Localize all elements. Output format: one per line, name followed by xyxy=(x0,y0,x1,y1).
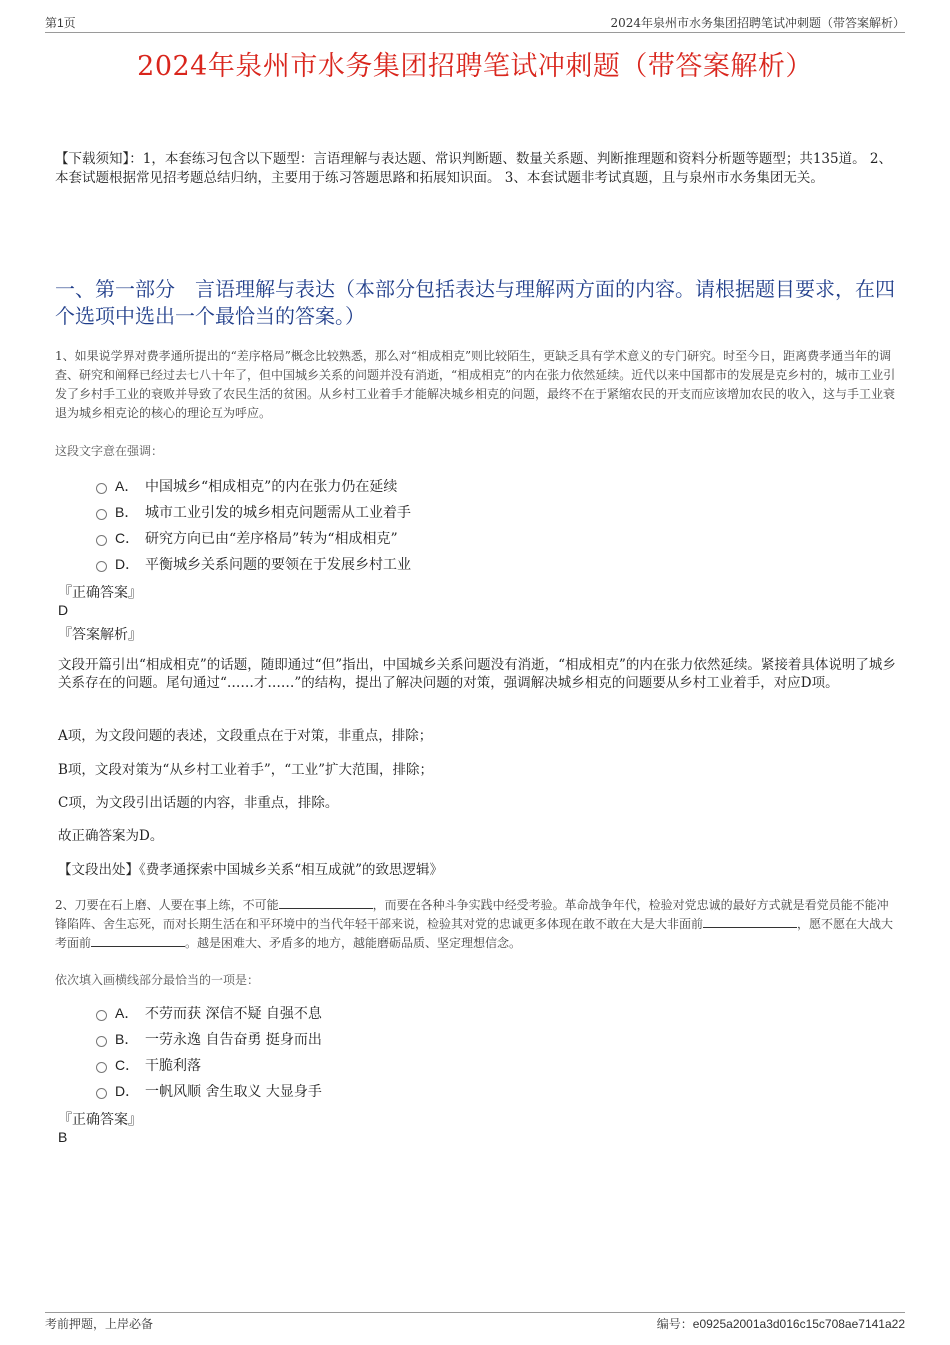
blank-1 xyxy=(279,896,373,909)
page-number: 第1页 xyxy=(45,16,76,30)
question-1-answer-label: 『正确答案』 xyxy=(58,585,142,601)
document-title: 2024年泉州市水务集团招聘笔试冲刺题（带答案解析） xyxy=(137,51,813,82)
radio-icon[interactable] xyxy=(96,509,107,520)
option-text: 干脆利落 xyxy=(145,1058,201,1074)
question-2-text-part-1: 2、刀要在石上磨、人要在事上练，不可能 xyxy=(55,898,279,912)
option-key: C． xyxy=(115,530,140,546)
question-1-analysis-b: B项，文段对策为“从乡村工业着手”，“工业”扩大范围，排除； xyxy=(58,762,434,778)
question-1-text: 1、如果说学界对费孝通所提出的“差序格局”概念比较熟悉，那么对“相成相克”则比较陌生，更缺乏具有学术意义的专门研究。时至今日，距离费孝通当年的调查、研究和阐释已经过去七八十年了，但中国城乡关系的问题并没有消逝，“相成相克”的内在张力依然延续。近代以来中国都市的发展是克乡村的，城市工业引发了乡村手工业的衰败并导致了农民生活的贫困。从乡村工业着手才能解决城乡相克的问题，最终不在于紧缩农民的开支而应该增加农民的收入，这与手工业衰退为城乡相克论的核心的理论互为呼应。 xyxy=(55,349,896,420)
question-1-prompt: 这段文字意在强调： xyxy=(55,444,164,458)
radio-icon[interactable] xyxy=(96,535,107,546)
option-key: A． xyxy=(115,1005,139,1021)
question-2-prompt: 依次填入画横线部分最恰当的一项是： xyxy=(55,973,260,987)
option-text: 一劳永逸 自告奋勇 挺身而出 xyxy=(145,1032,322,1048)
radio-icon[interactable] xyxy=(96,1036,107,1047)
document-id: 编号：e0925a2001a3d016c15c708ae7141a22 xyxy=(656,1317,905,1331)
footer-slogan: 考前押题，上岸必备 xyxy=(45,1317,154,1331)
page-footer xyxy=(45,1312,905,1329)
question-2-option-b[interactable] xyxy=(96,1029,322,1049)
option-key: A． xyxy=(115,478,139,494)
question-1-source: 【文段出处】《费孝通探索中国城乡关系“相互成就”的致思逻辑》 xyxy=(58,862,444,878)
option-key: D． xyxy=(115,1083,140,1099)
radio-icon[interactable] xyxy=(96,561,107,572)
question-2-text-part-2: ，而要在各种斗争实践中经受考验。革命战争年代，检验对党忠诚的最好方式就是看党员能不能冲锋陷阵、舍生忘死，而对长期生活在和平环境中的当代年轻干部来说，检验其对党的忠诚更多体现在敢不敢在大是大非面前 xyxy=(55,898,889,931)
question-2-text-part-4: 。越是困难大、矛盾多的地方，越能磨砺品质、坚定理想信念。 xyxy=(185,936,522,950)
question-2-option-c[interactable] xyxy=(96,1055,201,1075)
question-1-analysis-label: 『答案解析』 xyxy=(58,627,142,643)
question-1-analysis-conclusion: 故正确答案为D。 xyxy=(58,828,164,844)
radio-icon[interactable] xyxy=(96,1010,107,1021)
blank-2 xyxy=(703,915,797,928)
question-2-text xyxy=(55,896,900,953)
option-text: 平衡城乡关系问题的要领在于发展乡村工业 xyxy=(145,557,411,573)
question-2-option-a[interactable] xyxy=(96,1003,322,1023)
question-1-analysis-a: A项，为文段问题的表述，文段重点在于对策，非重点，排除； xyxy=(58,728,433,744)
page-header xyxy=(45,12,905,33)
option-text: 一帆风顺 舍生取义 大显身手 xyxy=(145,1084,322,1100)
running-title: 2024年泉州市水务集团招聘笔试冲刺题（带答案解析） xyxy=(610,16,905,30)
option-key: D． xyxy=(115,556,140,572)
option-key: B． xyxy=(115,504,139,520)
radio-icon[interactable] xyxy=(96,483,107,494)
option-text: 研究方向已由“差序格局”转为“相成相克” xyxy=(145,531,398,547)
blank-3 xyxy=(91,934,185,947)
radio-icon[interactable] xyxy=(96,1088,107,1099)
question-1-option-a[interactable] xyxy=(96,476,397,496)
option-text: 城市工业引发的城乡相克问题需从工业着手 xyxy=(145,505,411,521)
question-1-option-b[interactable] xyxy=(96,502,411,522)
question-2-option-d[interactable] xyxy=(96,1081,322,1101)
question-2-answer: B xyxy=(58,1129,68,1145)
question-2-text-part-3: ，愿不愿在大战大考面前 xyxy=(55,917,894,950)
question-1-analysis-paragraph: 文段开篇引出“相成相克”的话题，随即通过“但”指出，中国城乡关系问题没有消逝，“相成相克”的内在张力依然延续。紧接着具体说明了城乡关系存在的问题。尾句通过“……才……”的结构，提出了解决问题的对策，强调解决城乡相克的问题要从乡村工业着手，对应D项。 xyxy=(58,657,896,691)
question-1-option-d[interactable] xyxy=(96,554,411,574)
section-heading: 一、第一部分 言语理解与表达（本部分包括表达与理解两方面的内容。请根据题目要求，在四个选项中选出一个最恰当的答案。） xyxy=(55,277,895,328)
radio-icon[interactable] xyxy=(96,1062,107,1073)
download-notice: 【下载须知】：1，本套练习包含以下题型：言语理解与表达题、常识判断题、数量关系题、判断推理题和资料分析题等题型；共135道。 2、本套试题根据常见招考题总结归纳，主要用于练习答题思路和拓展知识面。 3、本套试题非考试真题，且与泉州市水务集团无关。 xyxy=(55,151,892,186)
question-1-option-c[interactable] xyxy=(96,528,398,548)
question-1-answer: D xyxy=(58,602,69,618)
question-2-answer-label: 『正确答案』 xyxy=(58,1112,142,1128)
option-text: 中国城乡“相成相克”的内在张力仍在延续 xyxy=(145,479,398,495)
question-1-analysis-c: C项，为文段引出话题的内容，非重点，排除。 xyxy=(58,795,339,811)
option-key: C． xyxy=(115,1057,140,1073)
option-key: B． xyxy=(115,1031,139,1047)
option-text: 不劳而获 深信不疑 自强不息 xyxy=(145,1006,322,1022)
